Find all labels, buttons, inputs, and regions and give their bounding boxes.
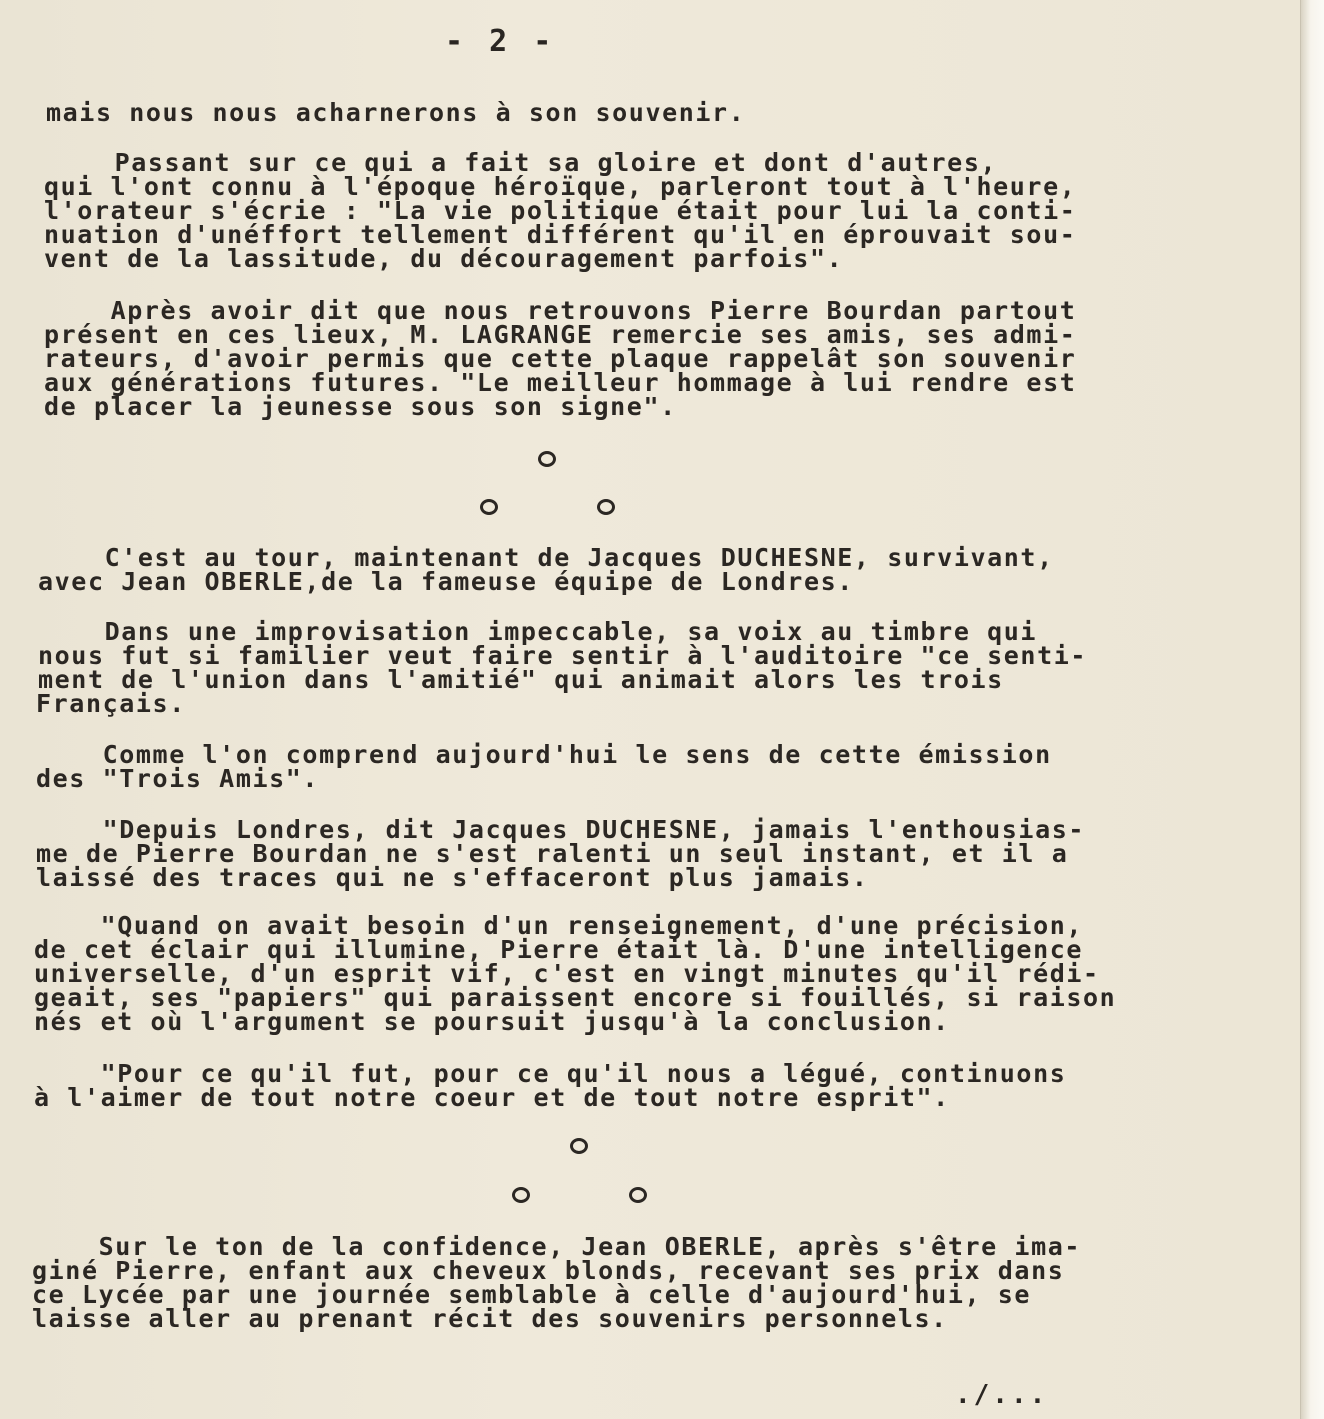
text-line: geait, ses "papiers" qui paraissent encore si fouillés, si raison [34,983,1117,1012]
text-line: "Pour ce qu'il fut, pour ce qu'il nous a légué, continuons [34,1059,1067,1088]
text-line: Comme l'on comprend aujourd'hui le sens de cette émission [36,740,1052,769]
text-line: rateurs, d'avoir permis que cette plaque rappelât son souvenir [44,344,1077,373]
text-line: de cet éclair qui illumine, Pierre était là. D'une intelligence [34,935,1084,964]
text-line: présent en ces lieux, M. LAGRANGE remercie ses amis, ses admi- [44,320,1077,349]
text-line: avec Jean OBERLE,de la fameuse équipe de Londres. [38,567,854,596]
separator-circle [512,1187,530,1203]
text-line: "Quand on avait besoin d'un renseignement, d'une précision, [34,911,1084,940]
text-line: "Depuis Londres, dit Jacques DUCHESNE, jamais l'enthousias- [36,815,1086,844]
page-number: - 2 - [445,24,556,59]
text-line: C'est au tour, maintenant de Jacques DUCHESNE, survivant, [38,543,1054,572]
text-line: de placer la jeunesse sous son signe". [44,392,677,421]
text-line: mais nous nous acharnerons à son souvenir. [46,98,746,127]
text-line: ce Lycée par une journée semblable à celle d'aujourd'hui, se [32,1280,1032,1309]
text-line: aux générations futures. "Le meilleur hommage à lui rendre est [44,368,1077,397]
separator-circle [597,499,615,515]
separator-circle [570,1138,588,1154]
page-edge [1300,0,1324,1419]
text-line: nuation d'unéffort tellement différent qu'il en éprouvait sou- [44,220,1077,249]
text-line: Dans une improvisation impeccable, sa voix au timbre qui [38,617,1038,646]
text-line: à l'aimer de tout notre coeur et de tout notre esprit". [34,1083,950,1112]
text-line: des "Trois Amis". [36,764,320,793]
text-line: me de Pierre Bourdan ne s'est ralenti un seul instant, et il a [36,839,1069,868]
text-line: laissé des traces qui ne s'effaceront plus jamais. [36,863,869,892]
separator-circle [629,1187,647,1203]
continuation-mark: ./... [955,1380,1049,1410]
text-line: Sur le ton de la confidence, Jean OBERLE, après s'être ima- [32,1232,1082,1261]
text-line: Après avoir dit que nous retrouvons Pierre Bourdan partout [44,296,1077,325]
text-line: Français. [36,689,186,718]
text-line: qui l'ont connu à l'époque héroïque, parleront tout à l'heure, [44,172,1077,201]
separator-circle [480,499,498,515]
text-line: ment de l'union dans l'amitié" qui animait alors les trois [38,665,1004,694]
text-line: giné Pierre, enfant aux cheveux blonds, recevant ses prix dans [32,1256,1065,1285]
separator-circle [538,451,556,467]
text-line: nous fut si familier veut faire sentir à l'auditoire "ce senti- [38,641,1088,670]
text-line: vent de la lassitude, du découragement parfois". [44,244,844,273]
text-line: universelle, d'un esprit vif, c'est en vingt minutes qu'il rédi- [34,959,1100,988]
text-line: laisse aller au prenant récit des souvenirs personnels. [32,1304,948,1333]
text-line: nés et où l'argument se poursuit jusqu'à la conclusion. [34,1007,950,1036]
text-line: Passant sur ce qui a fait sa gloire et dont d'autres, [48,148,998,177]
text-line: l'orateur s'écrie : "La vie politique était pour lui la conti- [44,196,1077,225]
